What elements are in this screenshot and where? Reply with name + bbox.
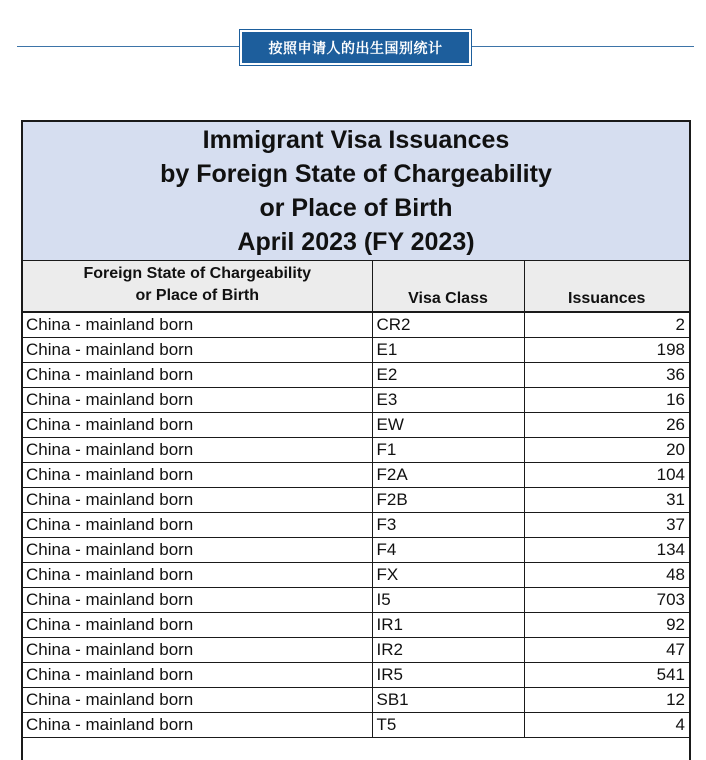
issuances-cell: 104 [524, 463, 689, 488]
table-row [23, 438, 689, 463]
report-title-line-1: Immigrant Visa Issuances [202, 126, 510, 154]
column-header-country [23, 261, 372, 312]
issuances-cell: 47 [524, 638, 689, 663]
country-cell: China - mainland born [23, 463, 372, 488]
country-cell: China - mainland born [23, 713, 372, 738]
visa-class-cell: I5 [372, 588, 524, 613]
issuances-cell: 16 [524, 388, 689, 413]
visa-class-cell: F2B [372, 488, 524, 513]
country-cell: China - mainland born [23, 638, 372, 663]
table-row [23, 413, 689, 438]
table-row [23, 312, 689, 338]
visa-class-cell: F4 [372, 538, 524, 563]
section-header-badge [239, 29, 472, 66]
table-row [23, 538, 689, 563]
country-cell: China - mainland born [23, 363, 372, 388]
header-rule-right [472, 46, 694, 47]
table-row [23, 463, 689, 488]
issuances-cell: 37 [524, 513, 689, 538]
header-rule-left [17, 46, 239, 47]
report-title-line-2: by Foreign State of Chargeability [160, 160, 552, 188]
country-cell: China - mainland born [23, 613, 372, 638]
country-cell: China - mainland born [23, 563, 372, 588]
table-row [23, 388, 689, 413]
visa-class-cell: E1 [372, 338, 524, 363]
issuances-cell: 36 [524, 363, 689, 388]
visa-class-cell: F1 [372, 438, 524, 463]
table-row [23, 563, 689, 588]
table-row [23, 713, 689, 738]
issuances-cell: 12 [524, 688, 689, 713]
visa-class-cell: F3 [372, 513, 524, 538]
visa-class-cell: SB1 [372, 688, 524, 713]
visa-class-cell: E3 [372, 388, 524, 413]
table-row [23, 363, 689, 388]
issuances-table [23, 261, 689, 738]
section-header-title: 按照申请人的出生国别统计 [242, 32, 469, 63]
report-title-line-3: or Place of Birth [259, 194, 453, 222]
column-header-visa-class: Visa Class [372, 261, 524, 312]
country-cell: China - mainland born [23, 438, 372, 463]
issuances-cell: 134 [524, 538, 689, 563]
country-cell: China - mainland born [23, 488, 372, 513]
table-row [23, 663, 689, 688]
table-row [23, 613, 689, 638]
country-cell: China - mainland born [23, 513, 372, 538]
table-row [23, 588, 689, 613]
country-cell: China - mainland born [23, 388, 372, 413]
country-cell: China - mainland born [23, 312, 372, 338]
issuances-cell: 4 [524, 713, 689, 738]
report-title-block [23, 122, 689, 261]
table-row [23, 338, 689, 363]
issuances-cell: 31 [524, 488, 689, 513]
visa-class-cell: E2 [372, 363, 524, 388]
visa-class-cell: T5 [372, 713, 524, 738]
table-row [23, 688, 689, 713]
column-header-country-line-2: or Place of Birth [135, 287, 260, 304]
country-cell: China - mainland born [23, 538, 372, 563]
country-cell: China - mainland born [23, 688, 372, 713]
issuances-cell: 48 [524, 563, 689, 588]
issuances-cell: 2 [524, 312, 689, 338]
issuances-cell: 26 [524, 413, 689, 438]
visa-class-cell: F2A [372, 463, 524, 488]
country-cell: China - mainland born [23, 663, 372, 688]
column-header-country-line-1: Foreign State of Chargeability [83, 265, 312, 282]
issuances-cell: 198 [524, 338, 689, 363]
visa-report-table [21, 120, 691, 760]
visa-class-cell: IR1 [372, 613, 524, 638]
country-cell: China - mainland born [23, 338, 372, 363]
country-cell: China - mainland born [23, 588, 372, 613]
table-row [23, 513, 689, 538]
table-row [23, 488, 689, 513]
table-row [23, 638, 689, 663]
table-header-row [23, 261, 689, 312]
visa-class-cell: CR2 [372, 312, 524, 338]
table-body [23, 312, 689, 738]
country-cell: China - mainland born [23, 413, 372, 438]
report-title-line-4: April 2023 (FY 2023) [237, 228, 475, 256]
visa-class-cell: EW [372, 413, 524, 438]
issuances-cell: 20 [524, 438, 689, 463]
issuances-cell: 92 [524, 613, 689, 638]
issuances-cell: 703 [524, 588, 689, 613]
visa-class-cell: IR5 [372, 663, 524, 688]
issuances-cell: 541 [524, 663, 689, 688]
visa-class-cell: IR2 [372, 638, 524, 663]
column-header-issuances: Issuances [524, 261, 689, 312]
visa-class-cell: FX [372, 563, 524, 588]
